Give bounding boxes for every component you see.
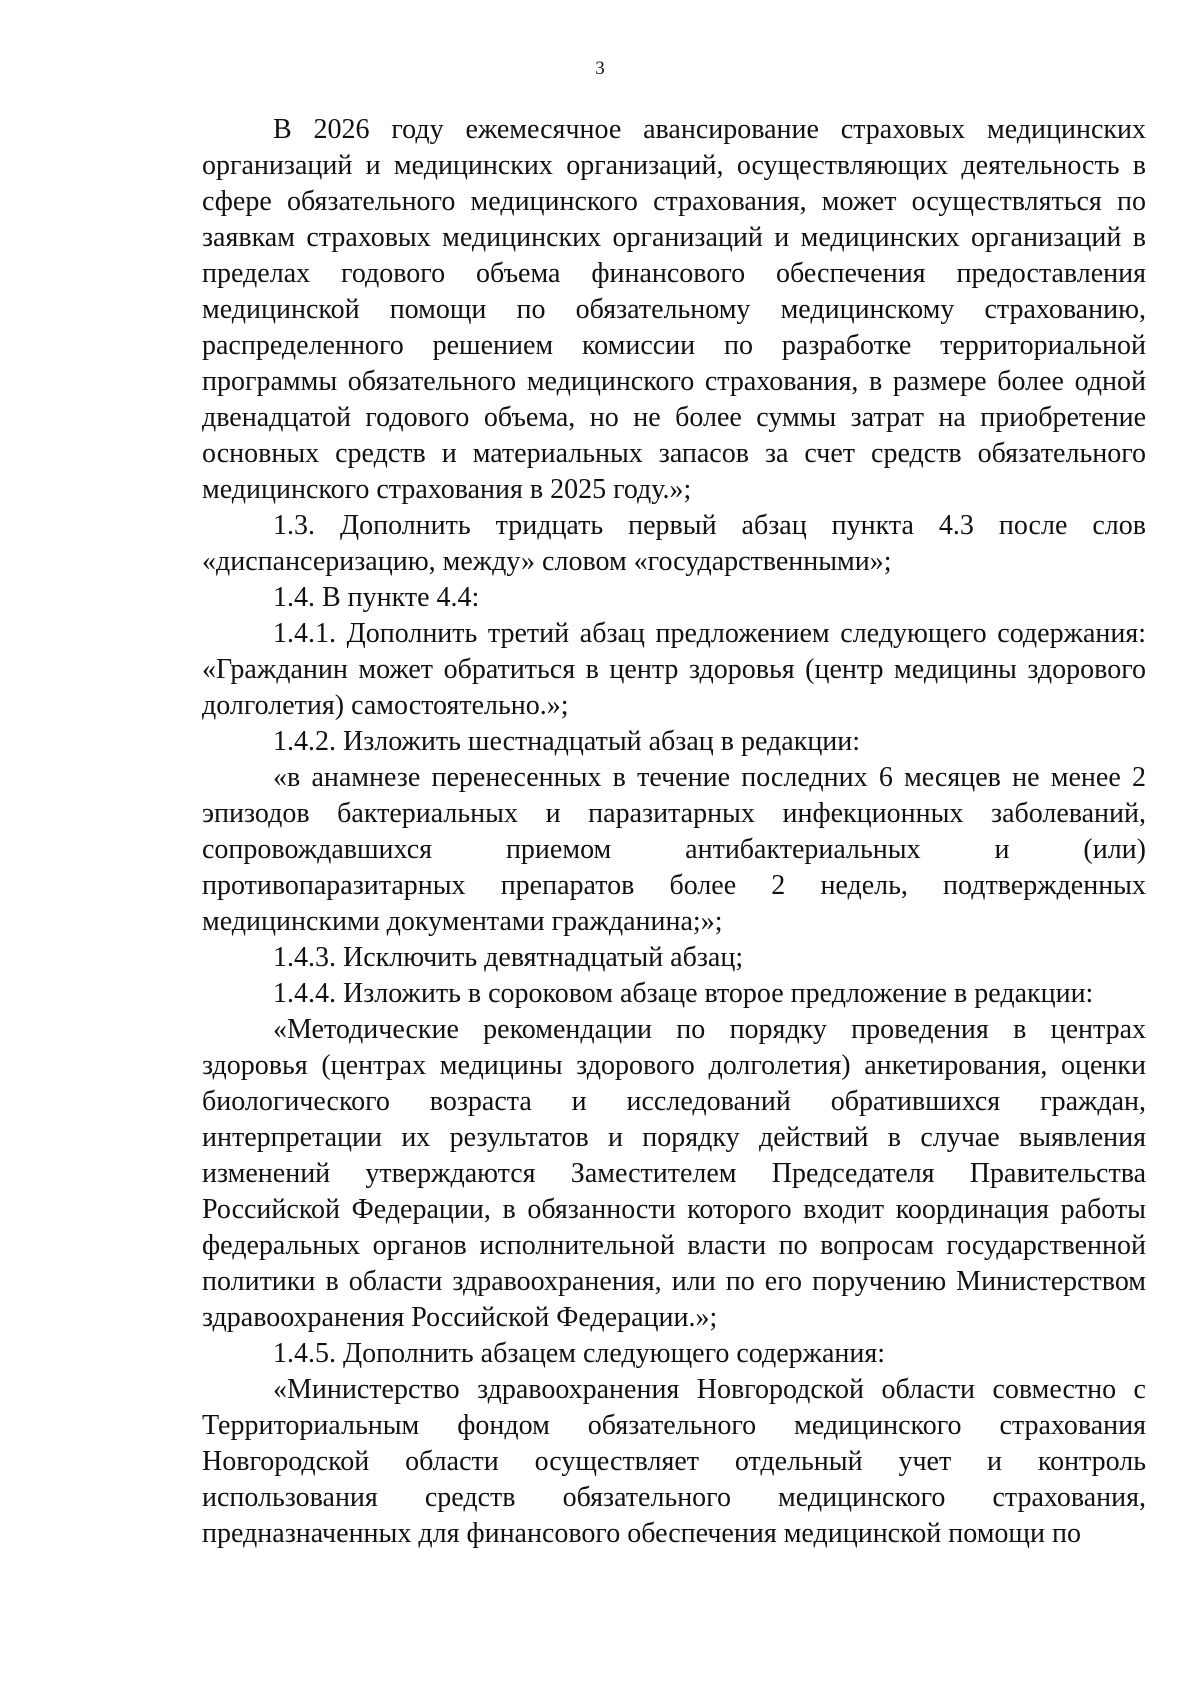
paragraph-item-1-4-3: 1.4.3. Исключить девятнадцатый абзац; bbox=[273, 942, 744, 973]
paragraph-item-1-4-1: 1.4.1. Дополнить третий абзац предложением следующего содержания: «Гражданин может обратиться в центр здоровья (центр медицины здорового долголетия) самостоятельно.»; bbox=[202, 618, 1146, 721]
paragraph-quote-methodical-recommendations: «Методические рекомендации по порядку проведения в центрах здоровья (центрах медицины здорового долголетия) анкетирования, оценки биологического возраста и исследований обратившихся граждан, интерпретации их результатов и порядку действий в случае выявления изменений утверждаются Заместителем Председателя Правительства Российской Федерации, в обязанности которого входит координация работы федеральных органов исполнительной власти по вопросам государственной политики в области здравоохранения, или по его поручению Министерством здравоохранения Российской Федерации.»; bbox=[202, 1014, 1146, 1333]
document-body bbox=[202, 112, 1146, 1552]
paragraph-item-1-3: 1.3. Дополнить тридцать первый абзац пункта 4.3 после слов «диспансеризацию, между» словом «государственными»; bbox=[202, 510, 1146, 577]
paragraph-item-1-4-2: 1.4.2. Изложить шестнадцатый абзац в редакции: bbox=[273, 726, 861, 757]
page-number: 3 bbox=[595, 58, 605, 79]
paragraph-quote-ministry-novgorod: «Министерство здравоохранения Новгородской области совместно с Территориальным фондом обязательного медицинского страхования Новгородской области осуществляет отдельный учет и контроль использования средств обязательного медицинского страхования, предназначенных для финансового обеспечения медицинской помощи по bbox=[202, 1374, 1146, 1549]
paragraph-item-1-4: 1.4. В пункте 4.4: bbox=[273, 582, 480, 613]
paragraph-quote-anamnesis: «в анамнезе перенесенных в течение последних 6 месяцев не менее 2 эпизодов бактериальных и паразитарных инфекционных заболеваний, сопровождавшихся приемом антибактериальных и (или) противопаразитарных препаратов более 2 недель, подтвержденных медицинскими документами гражданина;»; bbox=[202, 762, 1146, 937]
paragraph-advance-funding-2026: В 2026 году ежемесячное авансирование страховых медицинских организаций и медицинских организаций, осуществляющих деятельность в сфере обязательного медицинского страхования, может осуществляться по заявкам страховых медицинских организаций и медицинских организаций в пределах годового объема финансового обеспечения предоставления медицинской помощи по обязательному медицинскому страхованию, распределенного решением комиссии по разработке территориальной программы обязательного медицинского страхования, в размере более одной двенадцатой годового объема, но не более суммы затрат на приобретение основных средств и материальных запасов за счет средств обязательного медицинского страхования в 2025 году.»; bbox=[202, 114, 1146, 505]
paragraph-item-1-4-5: 1.4.5. Дополнить абзацем следующего содержания: bbox=[273, 1338, 886, 1369]
paragraph-item-1-4-4: 1.4.4. Изложить в сороковом абзаце второе предложение в редакции: bbox=[273, 978, 1094, 1009]
